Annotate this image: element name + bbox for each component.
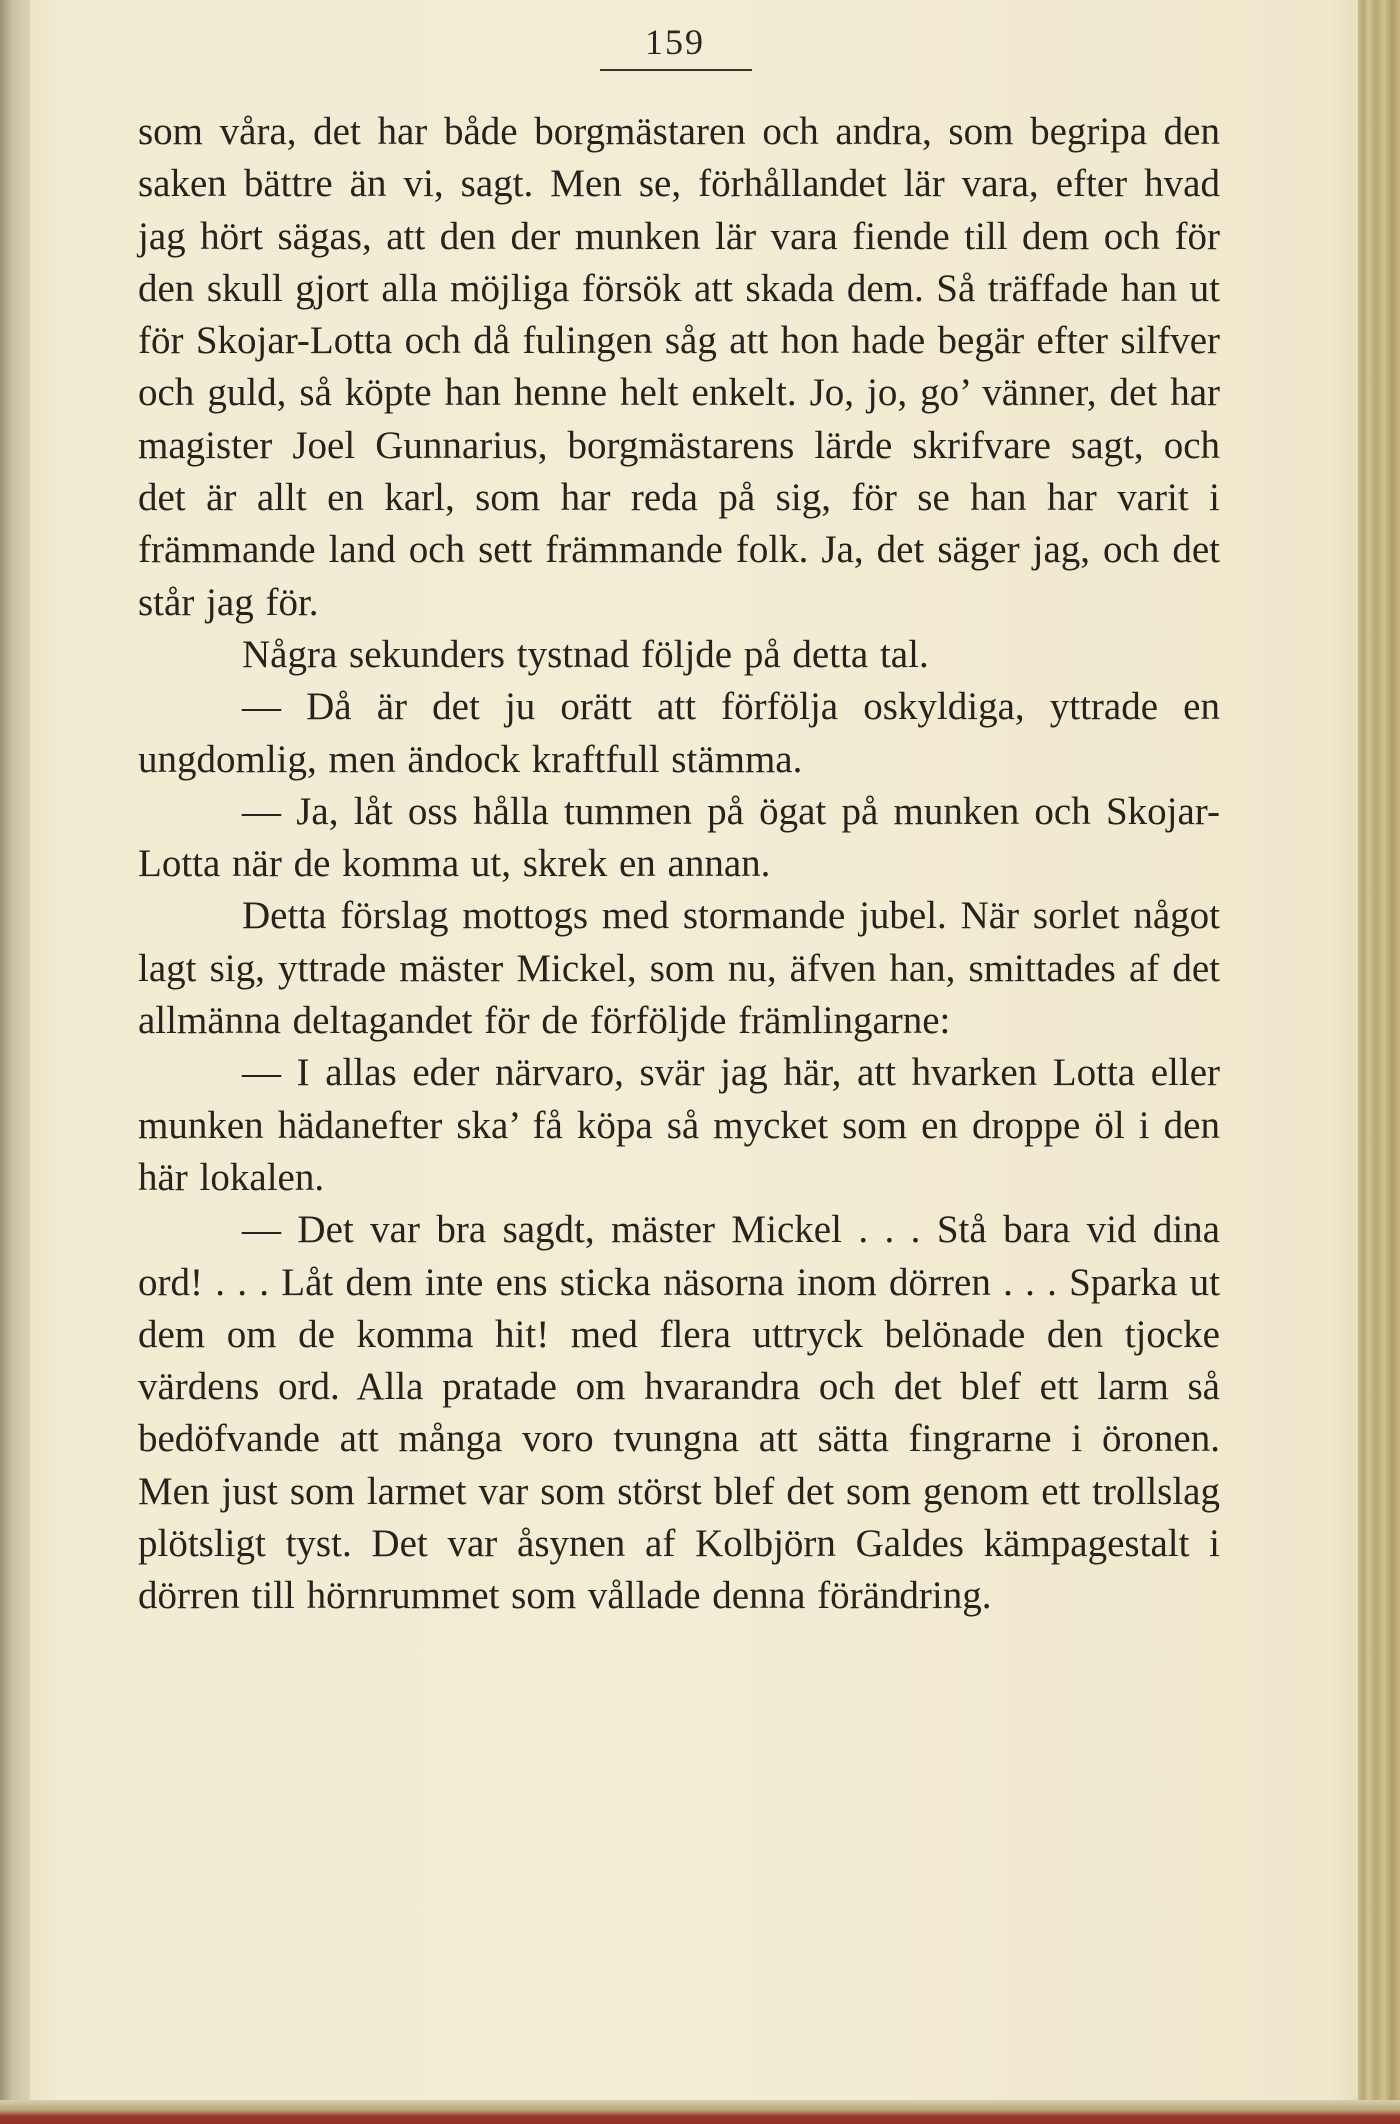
paragraph: — Det var bra sagdt, mäster Mickel . . . Stå bara vid dina ord! . . . Låt dem inte ens sticka näsorna inom dörren . . . Sparka ut dem om de komma hit! med flera uttryck belönade den tjocke värdens ord. Alla pratade om hvarandra och det blef ett larm så bedöfvande att många voro tvungna att sätta fingrarne i öronen. Men just som larmet var som störst blef det som genom ett trollslag plötsligt tyst. Det var åsynen af Kolbjörn Galdes kämpagestalt i dörren till hörnrummet som vållade denna förändring. xyxy=(138,1208,1220,1618)
page-number: 159 xyxy=(645,22,705,62)
paragraph: — Då är det ju orätt att förfölja oskyldiga, yttrade en ungdomlig, men ändock kraftfull stämma. xyxy=(138,685,1220,781)
paragraph: — I allas eder närvaro, svär jag här, att hvarken Lotta eller munken hädanefter ska’ få köpa så mycket som en droppe öl i den här lokalen. xyxy=(138,1051,1220,1199)
book-cover-edge xyxy=(0,2100,1400,2124)
paragraph: — Ja, låt oss hålla tummen på ögat på munken och Skojar-Lotta när de komma ut, skrek en annan. xyxy=(138,789,1220,886)
header-rule xyxy=(600,69,752,71)
page-edges-right xyxy=(1358,0,1400,2124)
book-gutter xyxy=(0,0,30,2124)
paragraph: Några sekunders tystnad följde på detta tal. xyxy=(242,632,929,676)
body-text xyxy=(138,106,1220,1623)
paragraph: som våra, det har både borgmästaren och andra, som begripa den saken bättre än vi, sagt. Men se, förhållandet lär vara, efter hvad jag hört sägas, att den der munken lär vara fiende till dem och för den skull gjort alla möjliga försök att skada dem. Så träffade han ut för Skojar-Lotta och då fulingen såg att hon hade begär efter silfver och guld, så köpte han henne helt enkelt. Jo, jo, go’ vänner, det har magister Joel Gunnarius, borgmästarens lärde skrifvare sagt, och det är allt en karl, som har reda på sig, för se han har varit i främmande land och sett främmande folk. Ja, det säger jag, och det står jag för. xyxy=(138,110,1220,624)
paragraph: Detta förslag mottogs med stormande jubel. När sorlet något lagt sig, yttrade mäster Mickel, som nu, äfven han, smittades af det allmänna deltagandet för de förföljde främlingarne: xyxy=(138,894,1220,1043)
